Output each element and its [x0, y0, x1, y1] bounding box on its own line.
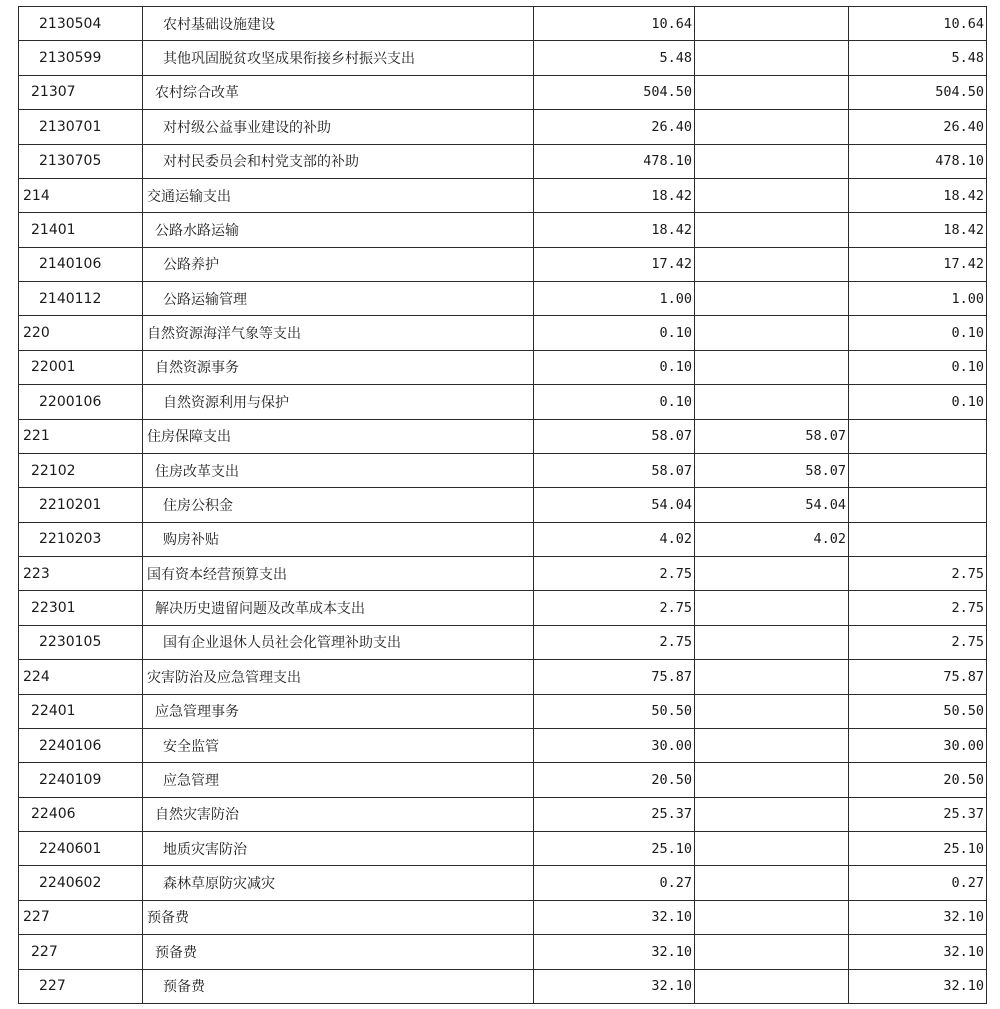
project-expenditure-cell [849, 453, 987, 487]
project-expenditure-cell: 25.37 [849, 797, 987, 831]
table-row [19, 969, 987, 1004]
subject-code-cell: 2210201 [19, 488, 143, 522]
project-expenditure-cell: 32.10 [849, 935, 987, 969]
project-expenditure-cell: 478.10 [849, 144, 987, 178]
subject-name-cell: 购房补贴 [143, 522, 534, 556]
table-row [19, 350, 987, 384]
total-amount-cell: 5.48 [534, 41, 695, 75]
project-expenditure-cell: 25.10 [849, 832, 987, 866]
total-amount-cell: 58.07 [534, 453, 695, 487]
basic-expenditure-cell [695, 728, 849, 762]
project-expenditure-cell: 50.50 [849, 694, 987, 728]
basic-expenditure-cell [695, 969, 849, 1004]
subject-name-cell: 住房公积金 [143, 488, 534, 522]
total-amount-cell: 26.40 [534, 110, 695, 144]
basic-expenditure-cell [695, 110, 849, 144]
subject-name-cell: 应急管理事务 [143, 694, 534, 728]
table-row [19, 728, 987, 762]
table-row [19, 866, 987, 900]
basic-expenditure-cell [695, 350, 849, 384]
subject-name-cell: 预备费 [143, 935, 534, 969]
project-expenditure-cell: 2.75 [849, 591, 987, 625]
total-amount-cell: 25.10 [534, 832, 695, 866]
subject-code-cell: 221 [19, 419, 143, 453]
subject-name-cell: 自然资源事务 [143, 350, 534, 384]
total-amount-cell: 0.10 [534, 316, 695, 350]
subject-code-cell: 224 [19, 660, 143, 694]
subject-code-cell: 21401 [19, 213, 143, 247]
project-expenditure-cell: 0.10 [849, 385, 987, 419]
basic-expenditure-cell [695, 7, 849, 41]
subject-code-cell: 2130599 [19, 41, 143, 75]
basic-expenditure-cell [695, 625, 849, 659]
total-amount-cell: 30.00 [534, 728, 695, 762]
total-amount-cell: 0.10 [534, 385, 695, 419]
total-amount-cell: 1.00 [534, 282, 695, 316]
basic-expenditure-cell [695, 763, 849, 797]
basic-expenditure-cell [695, 385, 849, 419]
table-row [19, 41, 987, 75]
project-expenditure-cell: 1.00 [849, 282, 987, 316]
project-expenditure-cell: 17.42 [849, 247, 987, 281]
basic-expenditure-cell: 58.07 [695, 453, 849, 487]
total-amount-cell: 18.42 [534, 213, 695, 247]
total-amount-cell: 50.50 [534, 694, 695, 728]
subject-code-cell: 2240601 [19, 832, 143, 866]
subject-code-cell: 2140112 [19, 282, 143, 316]
subject-name-cell: 农村基础设施建设 [143, 7, 534, 41]
basic-expenditure-cell [695, 316, 849, 350]
subject-name-cell: 自然灾害防治 [143, 797, 534, 831]
basic-expenditure-cell: 54.04 [695, 488, 849, 522]
basic-expenditure-cell: 58.07 [695, 419, 849, 453]
total-amount-cell: 2.75 [534, 625, 695, 659]
basic-expenditure-cell [695, 75, 849, 109]
subject-name-cell: 公路运输管理 [143, 282, 534, 316]
project-expenditure-cell [849, 488, 987, 522]
total-amount-cell: 504.50 [534, 75, 695, 109]
project-expenditure-cell: 0.10 [849, 316, 987, 350]
table-row [19, 900, 987, 934]
table-row [19, 144, 987, 178]
basic-expenditure-cell [695, 694, 849, 728]
subject-name-cell: 应急管理 [143, 763, 534, 797]
budget-expenditure-table [18, 6, 987, 1004]
basic-expenditure-cell [695, 282, 849, 316]
subject-name-cell: 住房改革支出 [143, 453, 534, 487]
subject-code-cell: 220 [19, 316, 143, 350]
subject-name-cell: 安全监管 [143, 728, 534, 762]
project-expenditure-cell: 0.10 [849, 350, 987, 384]
total-amount-cell: 58.07 [534, 419, 695, 453]
project-expenditure-cell [849, 419, 987, 453]
table-row [19, 591, 987, 625]
table-row [19, 488, 987, 522]
subject-name-cell: 公路水路运输 [143, 213, 534, 247]
table-row [19, 797, 987, 831]
table-row [19, 419, 987, 453]
table-row [19, 213, 987, 247]
subject-name-cell: 其他巩固脱贫攻坚成果衔接乡村振兴支出 [143, 41, 534, 75]
subject-code-cell: 22001 [19, 350, 143, 384]
project-expenditure-cell: 2.75 [849, 625, 987, 659]
table-row [19, 522, 987, 556]
subject-code-cell: 223 [19, 557, 143, 591]
subject-name-cell: 地质灾害防治 [143, 832, 534, 866]
basic-expenditure-cell [695, 591, 849, 625]
table-row [19, 935, 987, 969]
total-amount-cell: 2.75 [534, 557, 695, 591]
subject-code-cell: 22406 [19, 797, 143, 831]
subject-name-cell: 解决历史遗留问题及改革成本支出 [143, 591, 534, 625]
project-expenditure-cell: 26.40 [849, 110, 987, 144]
total-amount-cell: 25.37 [534, 797, 695, 831]
basic-expenditure-cell [695, 832, 849, 866]
total-amount-cell: 32.10 [534, 969, 695, 1004]
total-amount-cell: 10.64 [534, 7, 695, 41]
subject-name-cell: 自然资源利用与保护 [143, 385, 534, 419]
total-amount-cell: 4.02 [534, 522, 695, 556]
subject-name-cell: 住房保障支出 [143, 419, 534, 453]
subject-name-cell: 自然资源海洋气象等支出 [143, 316, 534, 350]
subject-code-cell: 2240109 [19, 763, 143, 797]
subject-code-cell: 2230105 [19, 625, 143, 659]
total-amount-cell: 0.27 [534, 866, 695, 900]
subject-code-cell: 2130705 [19, 144, 143, 178]
basic-expenditure-cell [695, 41, 849, 75]
basic-expenditure-cell [695, 144, 849, 178]
project-expenditure-cell [849, 522, 987, 556]
total-amount-cell: 54.04 [534, 488, 695, 522]
subject-code-cell: 2130504 [19, 7, 143, 41]
subject-code-cell: 227 [19, 969, 143, 1004]
subject-code-cell: 2240602 [19, 866, 143, 900]
table-row [19, 832, 987, 866]
basic-expenditure-cell [695, 935, 849, 969]
total-amount-cell: 0.10 [534, 350, 695, 384]
total-amount-cell: 17.42 [534, 247, 695, 281]
table-body [19, 7, 987, 1004]
table-row [19, 75, 987, 109]
project-expenditure-cell: 0.27 [849, 866, 987, 900]
project-expenditure-cell: 2.75 [849, 557, 987, 591]
subject-name-cell: 灾害防治及应急管理支出 [143, 660, 534, 694]
basic-expenditure-cell [695, 247, 849, 281]
table-row [19, 557, 987, 591]
subject-code-cell: 214 [19, 178, 143, 212]
table-row [19, 110, 987, 144]
subject-code-cell: 22401 [19, 694, 143, 728]
basic-expenditure-cell [695, 866, 849, 900]
subject-name-cell: 交通运输支出 [143, 178, 534, 212]
table-row [19, 316, 987, 350]
subject-code-cell: 21307 [19, 75, 143, 109]
table-row [19, 660, 987, 694]
basic-expenditure-cell [695, 557, 849, 591]
total-amount-cell: 478.10 [534, 144, 695, 178]
subject-name-cell: 农村综合改革 [143, 75, 534, 109]
total-amount-cell: 75.87 [534, 660, 695, 694]
project-expenditure-cell: 30.00 [849, 728, 987, 762]
table-row [19, 7, 987, 41]
project-expenditure-cell: 75.87 [849, 660, 987, 694]
project-expenditure-cell: 18.42 [849, 213, 987, 247]
subject-name-cell: 森林草原防灾减灾 [143, 866, 534, 900]
project-expenditure-cell: 5.48 [849, 41, 987, 75]
subject-name-cell: 预备费 [143, 900, 534, 934]
subject-code-cell: 227 [19, 935, 143, 969]
subject-name-cell: 对村民委员会和村党支部的补助 [143, 144, 534, 178]
subject-code-cell: 227 [19, 900, 143, 934]
subject-name-cell: 公路养护 [143, 247, 534, 281]
total-amount-cell: 32.10 [534, 935, 695, 969]
project-expenditure-cell: 20.50 [849, 763, 987, 797]
total-amount-cell: 20.50 [534, 763, 695, 797]
subject-code-cell: 22301 [19, 591, 143, 625]
project-expenditure-cell: 10.64 [849, 7, 987, 41]
table-row [19, 385, 987, 419]
subject-code-cell: 2130701 [19, 110, 143, 144]
basic-expenditure-cell [695, 213, 849, 247]
subject-name-cell: 对村级公益事业建设的补助 [143, 110, 534, 144]
project-expenditure-cell: 504.50 [849, 75, 987, 109]
total-amount-cell: 18.42 [534, 178, 695, 212]
project-expenditure-cell: 32.10 [849, 969, 987, 1004]
subject-code-cell: 2240106 [19, 728, 143, 762]
subject-name-cell: 国有资本经营预算支出 [143, 557, 534, 591]
basic-expenditure-cell [695, 900, 849, 934]
subject-code-cell: 2210203 [19, 522, 143, 556]
subject-code-cell: 2200106 [19, 385, 143, 419]
subject-name-cell: 国有企业退休人员社会化管理补助支出 [143, 625, 534, 659]
basic-expenditure-cell [695, 797, 849, 831]
subject-name-cell: 预备费 [143, 969, 534, 1004]
table-row [19, 694, 987, 728]
total-amount-cell: 2.75 [534, 591, 695, 625]
subject-code-cell: 2140106 [19, 247, 143, 281]
table-row [19, 453, 987, 487]
total-amount-cell: 32.10 [534, 900, 695, 934]
basic-expenditure-cell [695, 178, 849, 212]
basic-expenditure-cell: 4.02 [695, 522, 849, 556]
subject-code-cell: 22102 [19, 453, 143, 487]
project-expenditure-cell: 18.42 [849, 178, 987, 212]
project-expenditure-cell: 32.10 [849, 900, 987, 934]
table-row [19, 178, 987, 212]
table-row [19, 625, 987, 659]
table-row [19, 282, 987, 316]
table-row [19, 247, 987, 281]
basic-expenditure-cell [695, 660, 849, 694]
table-row [19, 763, 987, 797]
